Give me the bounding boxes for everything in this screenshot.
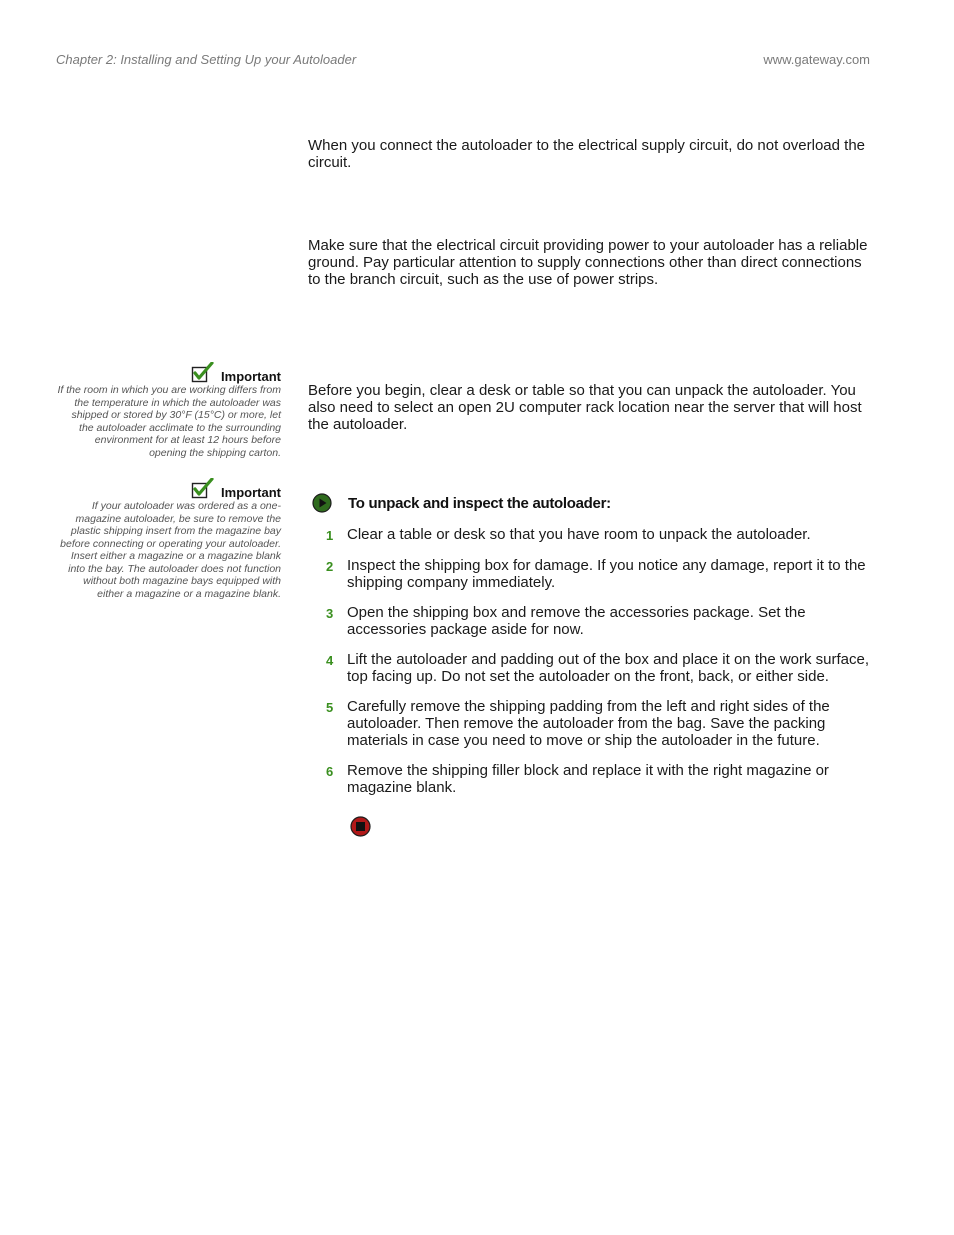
step-text: Inspect the shipping box for damage. If you notice any damage, report it to the shipping company immediately. [347, 557, 866, 591]
step-text: Open the shipping box and remove the accessories package. Set the accessories package aside for now. [347, 604, 806, 638]
step-text: Clear a table or desk so that you have room to unpack the autoloader. [347, 526, 811, 543]
checkmark-icon [191, 478, 215, 500]
step-number: 2 [326, 559, 334, 574]
procedure-heading [312, 493, 611, 513]
note-title: Important [221, 369, 281, 384]
note-body: If the room in which you are working differs from the temperature in which the autoloader was shipped or stored by 30°F (15°C) or more, let the autoloader acclimate to the surrounding environment for at least 12 hours before opening the shipping carton. [57, 384, 281, 459]
checkmark-icon [191, 362, 215, 384]
important-note-temperature [56, 362, 281, 459]
list-item [326, 762, 870, 796]
step-text: Remove the shipping filler block and replace it with the right magazine or magazine blank. [347, 762, 829, 796]
paragraph-ground: Make sure that the electrical circuit providing power to your autoloader has a reliable ground. Pay particular attention to supply connections other than direct connections to the branch circuit, such as the use of power strips. [308, 237, 868, 288]
list-item [326, 698, 870, 749]
step-number: 6 [326, 764, 334, 779]
list-item [326, 604, 870, 638]
paragraph-before-begin: Before you begin, clear a desk or table so that you can unpack the autoloader. You also need to select an open 2U computer rack location near the server that will host the autoloader. [308, 382, 862, 433]
stop-icon [350, 816, 371, 837]
step-number: 5 [326, 700, 334, 715]
list-item [326, 526, 870, 544]
running-header-website: www.gateway.com [763, 52, 870, 67]
step-text: Lift the autoloader and padding out of the box and place it on the work surface, top facing up. Do not set the autoloader on the front, back, or either side. [347, 651, 870, 685]
note-body: If your autoloader was ordered as a one-magazine autoloader, be sure to remove the plastic shipping insert from the magazine bay before connecting or operating your autoloader. Insert either a magazine or a magazine blank into the bay. The autoloader does not function without both magazine bays equipped with either a magazine or a magazine blank. [60, 500, 281, 600]
step-text: Carefully remove the shipping padding from the left and right sides of the autoloader. Then remove the autoloader from the bag. Save the packing materials in case you need to move or ship the autoloader in the future. [347, 698, 830, 749]
paragraph-circuit-overload: When you connect the autoloader to the electrical supply circuit, do not overload the circuit. [308, 137, 865, 171]
note-header [56, 362, 281, 384]
step-number: 1 [326, 528, 334, 543]
play-arrow-icon [312, 493, 332, 513]
procedure-title: To unpack and inspect the autoloader: [348, 494, 611, 512]
note-title: Important [221, 485, 281, 500]
note-header [56, 478, 281, 500]
running-header-chapter: Chapter 2: Installing and Setting Up your Autoloader [56, 52, 357, 67]
important-note-magazine-bay [56, 478, 281, 600]
procedure-steps [326, 526, 870, 809]
step-number: 4 [326, 653, 334, 668]
step-number: 3 [326, 606, 334, 621]
list-item [326, 557, 870, 591]
list-item [326, 651, 870, 685]
